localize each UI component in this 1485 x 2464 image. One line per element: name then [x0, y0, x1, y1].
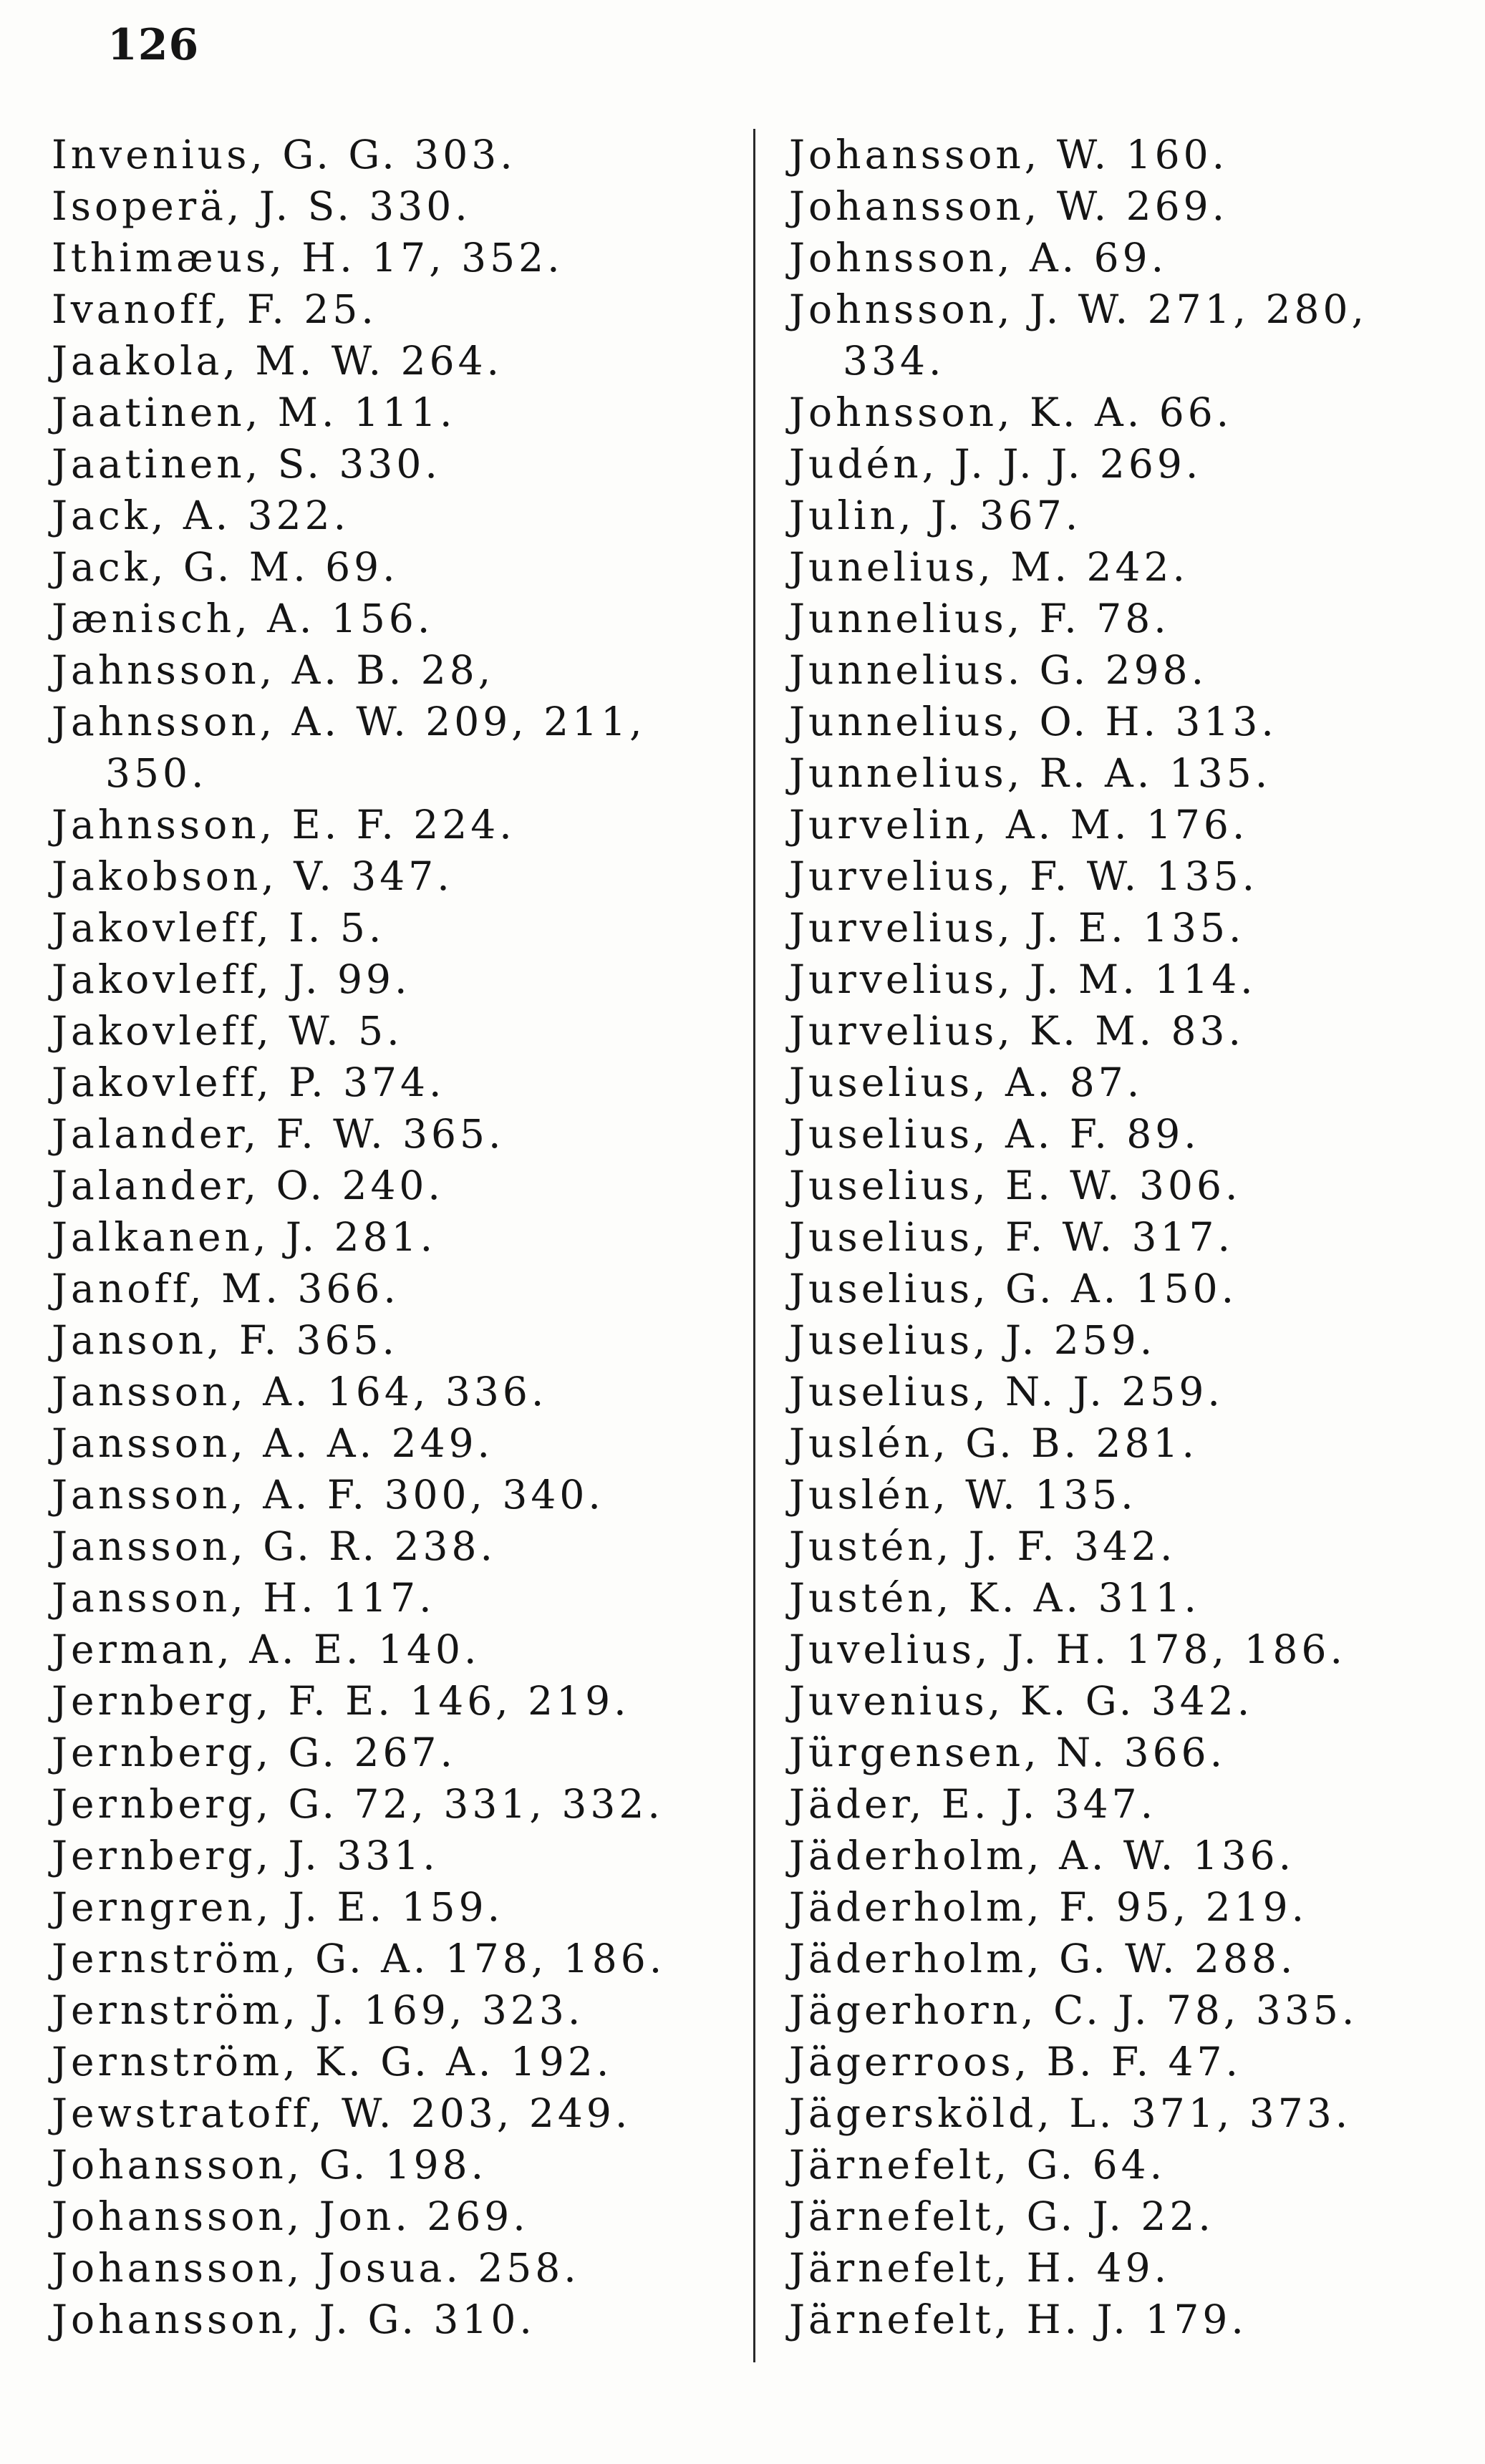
index-entry: Juvelius, J. H. 178, 186.: [789, 1626, 1346, 1672]
index-entry: Ivanoff, F. 25.: [52, 286, 377, 332]
index-entry: Jack, A. 322.: [52, 493, 350, 538]
index-entry: Jansson, A. A. 249.: [52, 1420, 494, 1466]
index-entry: Jernberg, G. 72, 331, 332.: [52, 1781, 664, 1827]
index-entry: Jäderholm, F. 95, 219.: [789, 1884, 1308, 1930]
index-entry: Jerman, A. E. 140.: [52, 1626, 480, 1672]
index-entry: Jansson, A. F. 300, 340.: [52, 1472, 604, 1518]
index-entry-continuation: 334.: [843, 338, 945, 384]
index-entry: Jaatinen, S. 330.: [52, 441, 441, 487]
index-entry: Johnsson, J. W. 271, 280,: [789, 286, 1368, 332]
index-entry: Järnefelt, H. J. 179.: [789, 2296, 1247, 2342]
page-number: 126: [107, 20, 200, 70]
index-entry: Jansson, A. 164, 336.: [52, 1369, 548, 1415]
index-entry: Juvenius, K. G. 342.: [789, 1678, 1254, 1724]
index-entry: Junnelius, R. A. 135.: [789, 750, 1272, 796]
index-entry: Justén, J. F. 342.: [789, 1523, 1176, 1569]
index-entry: Jakovleff, I. 5.: [52, 905, 385, 951]
index-entry: Johansson, G. 198.: [52, 2142, 488, 2188]
column-divider: [753, 129, 755, 2362]
index-entry: Johansson, Josua. 258.: [52, 2245, 580, 2291]
index-entry: Järnefelt, G. J. 22.: [789, 2193, 1214, 2239]
index-entry: Jürgensen, N. 366.: [789, 1730, 1227, 1775]
index-entry: Jurvelin, A. M. 176.: [789, 802, 1249, 848]
index-entry: Juslén, W. 135.: [789, 1472, 1137, 1518]
index-entry: Jernström, G. A. 178, 186.: [52, 1936, 666, 1982]
index-entry: Johnsson, A. 69.: [789, 235, 1168, 281]
index-entry: Jernström, K. G. A. 192.: [52, 2039, 613, 2085]
index-entry: Juselius, F. W. 317.: [789, 1214, 1234, 1260]
index-entry: Juselius, N. J. 259.: [789, 1369, 1224, 1415]
index-entry: Johansson, W. 160.: [789, 132, 1229, 178]
index-entry: Jägersköld, L. 371, 373.: [789, 2090, 1352, 2136]
index-entry: Jaatinen, M. 111.: [52, 389, 456, 435]
index-entry: Judén, J. J. J. 269.: [789, 441, 1202, 487]
index-entry: Junelius, M. 242.: [789, 544, 1189, 590]
index-entry: Jalkanen, J. 281.: [52, 1214, 437, 1260]
index-entry: Jakovleff, W. 5.: [52, 1008, 403, 1054]
index-entry-continuation: 350.: [105, 750, 208, 796]
index-entry: Jansson, G. R. 238.: [52, 1523, 496, 1569]
index-entry: Jalander, O. 240.: [52, 1163, 444, 1208]
index-entry: Jurvelius, J. M. 114.: [789, 956, 1257, 1002]
index-entry: Johansson, J. G. 310.: [52, 2296, 536, 2342]
index-entry: Jernberg, J. 331.: [52, 1833, 439, 1878]
index-entry: Jaakola, M. W. 264.: [52, 338, 503, 384]
index-entry: Juselius, G. A. 150.: [789, 1266, 1238, 1311]
index-entry: Janson, F. 365.: [52, 1317, 399, 1363]
index-entry: Järnefelt, G. 64.: [789, 2142, 1166, 2188]
index-entry: Jernberg, G. 267.: [52, 1730, 456, 1775]
index-entry: Jurvelius, J. E. 135.: [789, 905, 1245, 951]
index-entry: Jurvelius, K. M. 83.: [789, 1008, 1244, 1054]
index-entry: Jahnsson, A. B. 28,: [52, 647, 495, 693]
index-entry: Jahnsson, E. F. 224.: [52, 802, 516, 848]
index-entry: Jerngren, J. E. 159.: [52, 1884, 504, 1930]
index-entry: Juselius, J. 259.: [789, 1317, 1156, 1363]
index-entry: Jalander, F. W. 365.: [52, 1111, 505, 1157]
index-entry: Järnefelt, H. 49.: [789, 2245, 1171, 2291]
index-entry: Jewstratoff, W. 203, 249.: [52, 2090, 632, 2136]
index-entry: Jägerhorn, C. J. 78, 335.: [789, 1987, 1358, 2033]
index-entry: Juselius, A. 87.: [789, 1059, 1143, 1105]
index-entry: Jäderholm, A. W. 136.: [789, 1833, 1295, 1878]
index-entry: Jurvelius, F. W. 135.: [789, 853, 1259, 899]
index-entry: Juslén, G. B. 281.: [789, 1420, 1199, 1466]
index-entry: Junnelius, F. 78.: [789, 596, 1170, 641]
index-entry: Junnelius, O. H. 313.: [789, 699, 1277, 744]
index-entry: Juselius, E. W. 306.: [789, 1163, 1242, 1208]
index-entry: Juselius, A. F. 89.: [789, 1111, 1200, 1157]
index-entry: Julin, J. 367.: [789, 493, 1082, 538]
index-entry: Jägerroos, B. F. 47.: [789, 2039, 1242, 2085]
index-entry: Janoff, M. 366.: [52, 1266, 400, 1311]
index-entry: Jack, G. M. 69.: [52, 544, 399, 590]
index-entry: Jahnsson, A. W. 209, 211,: [52, 699, 646, 744]
index-entry: Jernberg, F. E. 146, 219.: [52, 1678, 630, 1724]
index-column-left: [52, 129, 739, 2345]
index-entry: Jakobson, V. 347.: [52, 853, 453, 899]
index-entry: Junnelius. G. 298.: [789, 647, 1208, 693]
index-entry: Johansson, W. 269.: [789, 183, 1229, 229]
index-entry: Ithimæus, H. 17, 352.: [52, 235, 563, 281]
index-entry: Johansson, Jon. 269.: [52, 2193, 529, 2239]
index-column-right: [789, 129, 1476, 2345]
index-entry: Jäderholm, G. W. 288.: [789, 1936, 1297, 1982]
index-entry: Justén, K. A. 311.: [789, 1575, 1200, 1621]
index-entry: Jäder, E. J. 347.: [789, 1781, 1157, 1827]
index-entry: Jakovleff, P. 374.: [52, 1059, 445, 1105]
index-entry: Jakovleff, J. 99.: [52, 956, 411, 1002]
index-entry: Jansson, H. 117.: [52, 1575, 435, 1621]
index-entry: Isoperä, J. S. 330.: [52, 183, 471, 229]
index-entry: Invenius, G. G. 303.: [52, 132, 516, 178]
index-entry: Jænisch, A. 156.: [52, 596, 434, 641]
index-entry: Johnsson, K. A. 66.: [789, 389, 1233, 435]
index-entry: Jernström, J. 169, 323.: [52, 1987, 584, 2033]
